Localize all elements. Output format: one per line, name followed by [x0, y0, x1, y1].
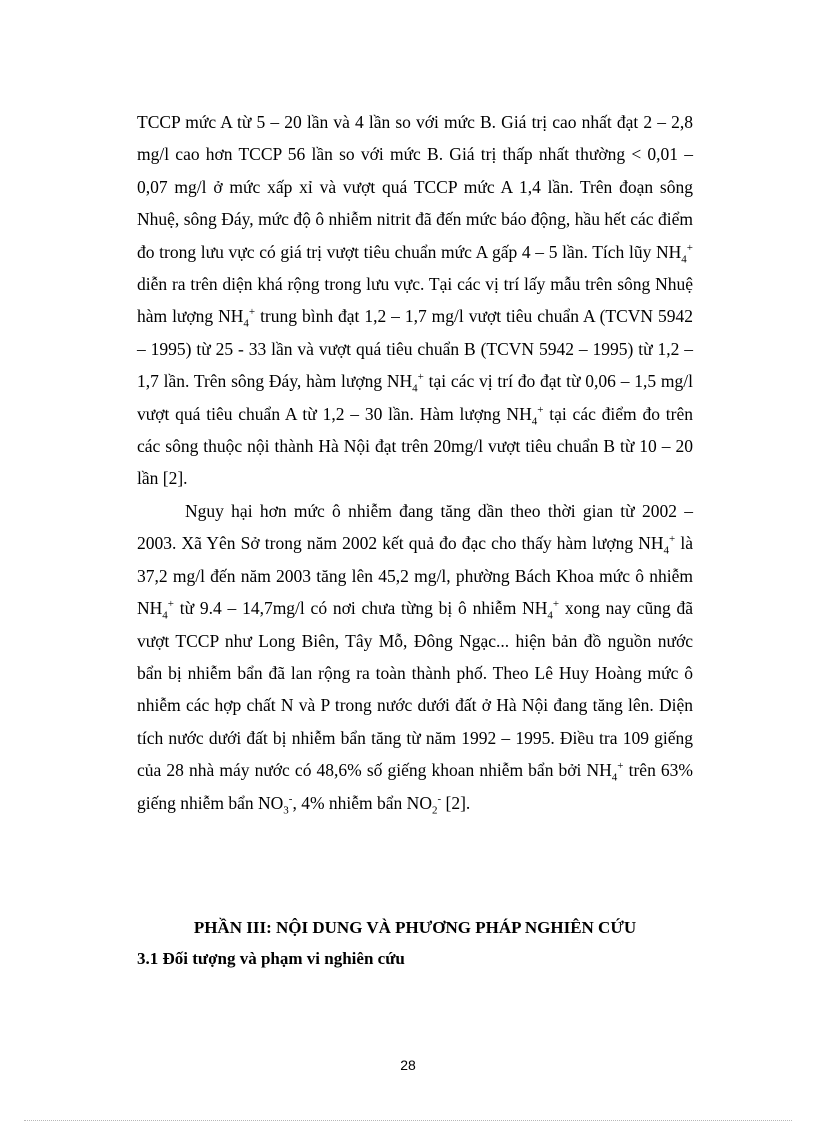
superscript: +	[167, 598, 174, 611]
paragraph-2-text: Nguy hại hơn mức ô nhiễm đang tăng dần theo thời gian từ 2002 – 2003. Xã Yên Sở trong năm 2002 kết quả đo đạc cho thấy hàm lượng NH	[137, 501, 693, 554]
subscript: 4	[162, 609, 168, 622]
subscript: 3	[283, 804, 289, 817]
subscript: 4	[611, 771, 618, 784]
subscript: 4	[547, 609, 553, 622]
paragraph-2-text: trên 63% giếng nhiễm bẩn NO	[137, 760, 693, 813]
page-number: 28	[400, 1057, 416, 1073]
superscript: -	[437, 792, 442, 805]
paragraph-1-text: tại các vị trí đo đạt từ 0,06 – 1,5 mg/l vượt quá tiêu chuẩn A từ 1,2 – 30 lần. Hàm lượng NH	[137, 371, 693, 424]
subscript: 2	[431, 804, 438, 817]
body-paragraph-2	[137, 495, 693, 819]
paragraph-1-text: diễn ra trên diện khá rộng trong lưu vực. Tại các vị trí lấy mẫu trên sông Nhuệ hàm lượng NH	[137, 274, 693, 327]
paragraph-1-text: TCCP mức A từ 5 – 20 lần và 4 lần so với mức B. Giá trị cao nhất đạt 2 – 2,8 mg/l cao hơn TCCP 56 lần so với mức B. Giá trị thấp nhất thường < 0,01 – 0,07 mg/l ở mức xấp xỉ và vượt quá TCCP mức A 1,4 lần. Trên đoạn sông Nhuệ, sông Đáy, mức độ ô nhiễm nitrit đã đến mức báo động, hầu hết các điểm đo trong lưu vực có giá trị vượt tiêu chuẩn mức A gấp 4 – 5 lần. Tích lũy NH	[137, 112, 693, 262]
superscript: +	[417, 371, 424, 384]
superscript: -	[288, 792, 293, 805]
subscript: 4	[412, 382, 418, 395]
superscript: +	[537, 403, 544, 416]
superscript: +	[552, 598, 560, 611]
subscript: 4	[243, 317, 249, 330]
paragraph-2-text: [2].	[441, 792, 471, 813]
paragraph-1-text: tại các điểm đo trên các sông thuộc nội thành Hà Nội đạt trên 20mg/l vượt tiêu chuẩn B từ 10 – 20 lần [2].	[137, 403, 693, 489]
subscript: 4	[681, 253, 687, 266]
superscript: +	[248, 306, 256, 319]
paragraph-2-text: từ 9.4 – 14,7mg/l có nơi chưa từng bị ô nhiễm NH	[174, 598, 548, 619]
superscript: +	[617, 760, 624, 773]
subscript: 4	[531, 415, 538, 428]
paragraph-1-text: trung bình đạt 1,2 – 1,7 mg/l vượt tiêu chuẩn A (TCVN 5942 – 1995) từ 25 - 33 lần và vượt quá tiêu chuẩn B (TCVN 5942 – 1995) từ 1,2 – 1,7 lần. Trên sông Đáy, hàm lượng NH	[137, 306, 693, 392]
paragraph-2-text: là 37,2 mg/l đến năm 2003 tăng lên 45,2 mg/l, phường Bách Khoa mức ô nhiễm NH	[137, 533, 693, 619]
paragraph-2-text: xong nay cũng đã vượt TCCP như Long Biên, Tây Mỗ, Đông Ngạc... hiện bản đồ nguồn nước bẩn bị nhiễm bẩn đã lan rộng ra toàn thành phố. Theo Lê Huy Hoàng mức ô nhiễm các hợp chất N và P trong nước dưới đất ở Hà Nội đang tăng lên. Diện tích nước dưới đất bị nhiễm bẩn tăng từ năm 1992 – 1995. Điều tra 109 giếng của 28 nhà máy nước có 48,6% số giếng khoan nhiễm bẩn bởi NH	[137, 598, 693, 781]
superscript: +	[669, 533, 676, 546]
paragraph-2-text: , 4% nhiễm bẩn NO	[292, 792, 432, 813]
superscript: +	[686, 241, 693, 254]
subscript: 4	[663, 544, 670, 557]
page-bottom-divider	[24, 1120, 792, 1121]
subsection-heading: 3.1 Đối tượng và phạm vi nghiên cứu	[137, 949, 405, 968]
body-paragraph-1	[137, 106, 693, 495]
section-heading: PHẦN III: NỘI DUNG VÀ PHƯƠNG PHÁP NGHIÊN CỨU	[193, 918, 637, 937]
